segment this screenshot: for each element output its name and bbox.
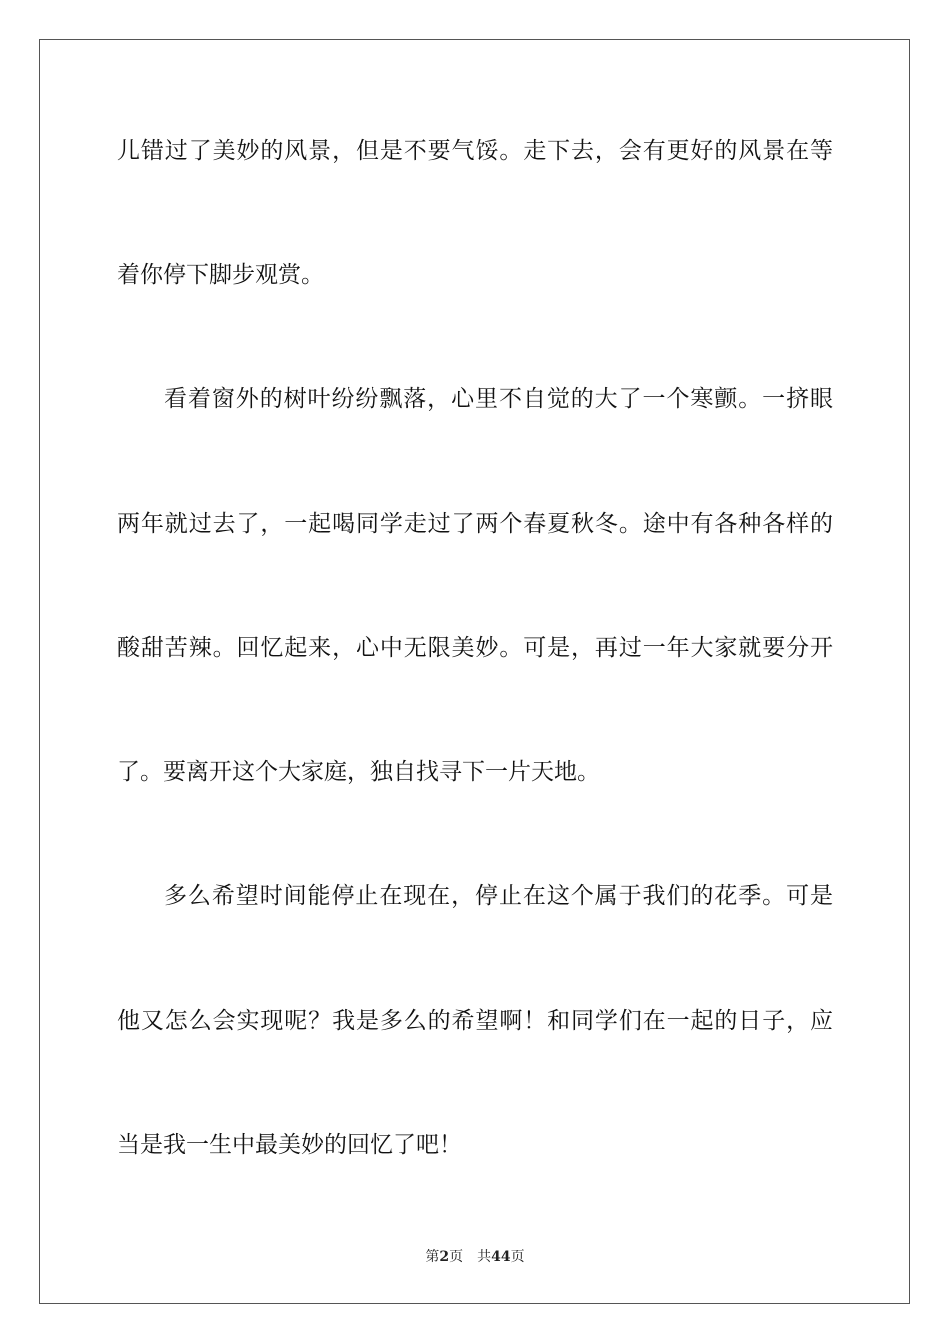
- paragraph-line: 两年就过去了，一起喝同学走过了两个春夏秋冬。途中有各种各样的: [117, 511, 833, 537]
- total-suffix: 页: [510, 1249, 525, 1265]
- paragraph-line: 酸甜苦辣。回忆起来，心中无限美妙。可是，再过一年大家就要分开: [117, 635, 833, 661]
- page-border: [39, 39, 910, 1304]
- page-total: 44: [491, 1249, 511, 1265]
- paragraph-line: 着你停下脚步观赏。: [117, 262, 324, 288]
- paragraph-line: 儿错过了美妙的风景，但是不要气馁。走下去，会有更好的风景在等: [117, 138, 833, 164]
- page-suffix: 页: [449, 1249, 464, 1265]
- page-current: 2: [439, 1249, 450, 1265]
- total-prefix: 共: [477, 1249, 492, 1265]
- paragraph-line: 多么希望时间能停止在现在，停止在这个属于我们的花季。可是: [164, 883, 833, 909]
- paragraph-line: 当是我一生中最美妙的回忆了吧！: [117, 1132, 462, 1158]
- page-prefix: 第: [425, 1249, 440, 1265]
- paragraph-line: 看着窗外的树叶纷纷飘落，心里不自觉的大了一个寒颤。一挤眼: [164, 386, 833, 412]
- page-footer: [0, 1247, 950, 1267]
- paragraph-line: 他又怎么会实现呢？我是多么的希望啊！和同学们在一起的日子，应: [117, 1008, 833, 1034]
- paragraph-line: 了。要离开这个大家庭，独自找寻下一片天地。: [117, 759, 600, 785]
